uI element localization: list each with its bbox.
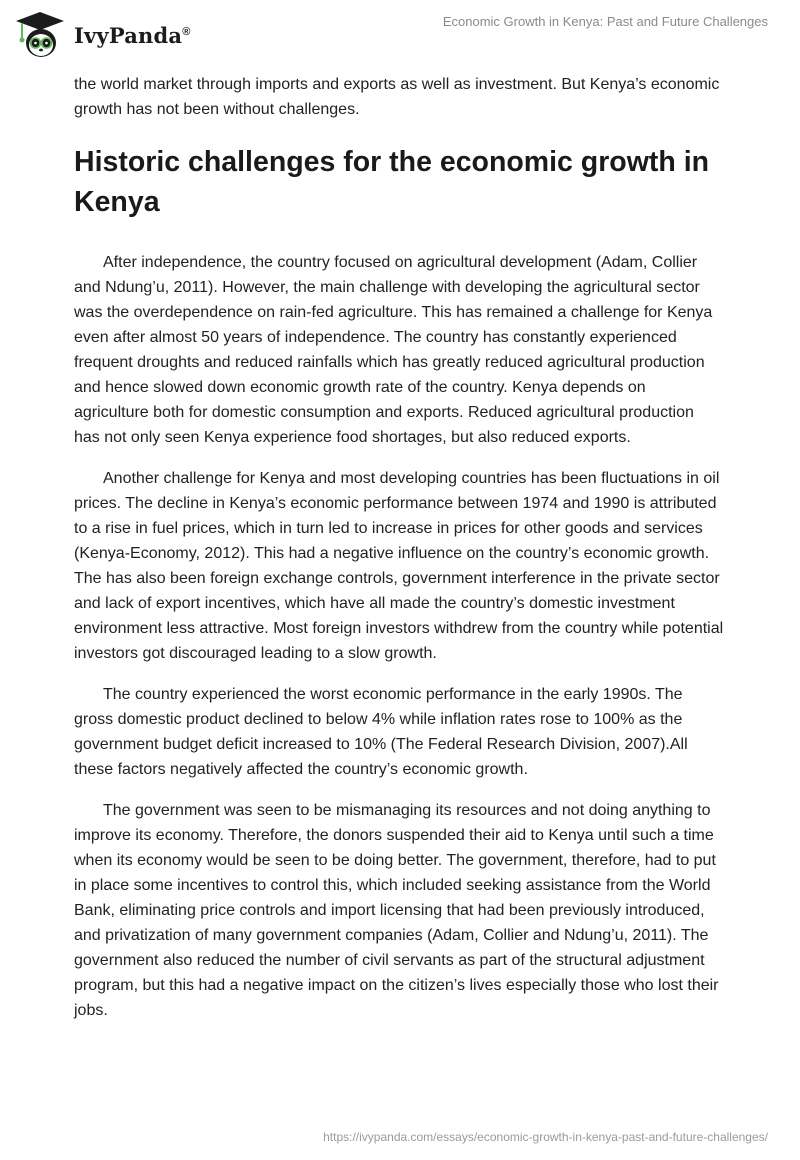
body-paragraph: Another challenge for Kenya and most developing countries has been fluctuations in oil prices. The decline in Kenya’s economic performance between 1974 and 1990 is attributed to a rise in fuel prices, which in turn led to increase in prices for other goods and services (Kenya-Economy, 2012). This had a negative influence on the country’s economic growth. The has also been foreign exchange controls, government interference in the private sector and lack of export incentives, which have all made the country’s domestic investment environment less attractive. Most foreign investors withdrew from the country while potential investors got discouraged leading to a slow growth. xyxy=(74,470,724,662)
essay-body xyxy=(74,72,724,1039)
page-header xyxy=(0,0,800,66)
document-title: Economic Growth in Kenya: Past and Future Challenges xyxy=(442,14,768,29)
body-paragraph: After independence, the country focused on agricultural development (Adam, Collier and Ndung’u, 2011). However, the main challenge with developing the agricultural sector was the overdependence on rain-fed agriculture. This has remained a challenge for Kenya even after almost 50 years of independence. The country has constantly experienced frequent droughts and reduced rainfalls which has greatly reduced agricultural production and hence slowed down economic growth rate of the country. Kenya depends on agriculture both for domestic consumption and exports. Reduced agricultural production has not only seen Kenya experience food shortages, but also reduced exports. xyxy=(74,254,713,446)
source-url[interactable]: https://ivypanda.com/essays/economic-growth-in-kenya-past-and-future-challenges/ xyxy=(323,1130,768,1144)
brand-name: IvyPanda® xyxy=(74,22,191,48)
ivypanda-logo[interactable] xyxy=(14,10,191,60)
registered-mark: ® xyxy=(182,25,191,38)
section-heading: Historic challenges for the economic growth in Kenya xyxy=(74,146,710,218)
body-paragraph: The government was seen to be mismanaging its resources and not doing anything to improve its economy. Therefore, the donors suspended their aid to Kenya until such a time when its economy would be seen to be doing better. The government, therefore, had to put in place some incentives to control this, which included seeking assistance from the World Bank, eliminating price controls and import licensing that had been previously introduced, and privatization of many government companies (Adam, Collier and Ndung’u, 2011). The government also reduced the number of civil servants as part of the structural adjustment program, but this had a negative impact on the citizen’s lives especially those who lost their jobs. xyxy=(74,802,719,1019)
panda-graduate-icon xyxy=(14,10,66,60)
body-paragraph: The country experienced the worst economic performance in the early 1990s. The gross domestic product declined to below 4% while inflation rates rose to 100% as the government budget deficit increased to 10% (The Federal Research Division, 2007).All these factors negatively affected the country’s economic growth. xyxy=(74,686,688,778)
intro-paragraph: the world market through imports and exports as well as investment. But Kenya’s economic growth has not been without challenges. xyxy=(74,76,720,118)
